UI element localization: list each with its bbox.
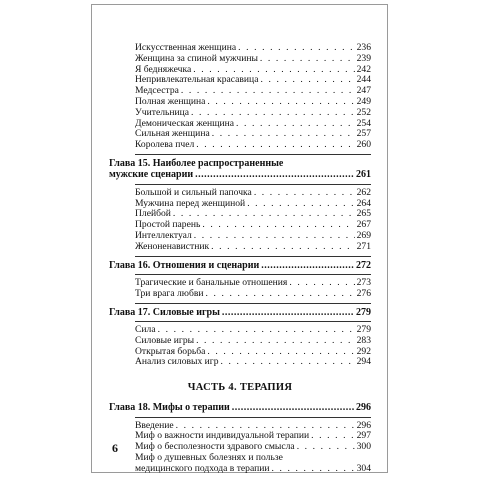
leader-dots (311, 431, 354, 442)
toc-chapter-16 (109, 260, 371, 271)
leader-dots (195, 169, 354, 180)
toc-entry-title: Полная женщина (135, 95, 206, 107)
toc-entry-page: 264 (356, 197, 371, 209)
leader-dots (254, 188, 355, 199)
toc-chapter-18 (109, 402, 371, 413)
leader-dots (289, 278, 354, 289)
toc-entry-title: Сила (135, 323, 156, 335)
chapter-title: Глава 16. Отношения и сценарии (109, 259, 260, 271)
toc-entry-title: Миф о бесполезности здравого смысла (135, 441, 295, 453)
toc-entry (109, 188, 371, 199)
leader-dots (173, 209, 355, 220)
leader-dots (260, 54, 355, 65)
toc-entry-title: Женщина за спиной мужчины (135, 52, 258, 64)
chapter-page: 296 (356, 402, 371, 414)
toc-entry-page: 297 (356, 430, 371, 442)
toc-group-1 (109, 43, 371, 151)
leader-dots (206, 289, 355, 300)
section-divider (135, 417, 371, 418)
toc-entry-page: 269 (356, 229, 371, 241)
toc-entry-title: Силовые игры (135, 334, 195, 346)
chapter-page: 279 (356, 306, 371, 318)
chapter-page: 261 (356, 169, 371, 181)
toc-entry-page: 300 (356, 441, 371, 453)
leader-dots (207, 347, 354, 358)
toc-entry-title: Введение (135, 419, 174, 431)
toc-entry-title: Большой и сильный папочка (135, 186, 252, 198)
toc-entry-page: 239 (356, 52, 371, 64)
leader-dots (297, 442, 355, 453)
toc-entry-title: Женоненавистник (135, 240, 210, 252)
toc-entry-page: 262 (356, 186, 371, 198)
toc-chapter-15 (109, 158, 371, 181)
leader-dots (232, 402, 354, 413)
leader-dots (202, 220, 354, 231)
toc-entry-title: Интеллектуал (135, 229, 192, 241)
leader-dots (221, 357, 355, 368)
toc-entry-title: Демоническая женщина (135, 117, 235, 129)
leader-dots (207, 97, 354, 108)
toc-entry (109, 242, 371, 253)
leader-dots (260, 75, 354, 86)
toc-entry (109, 464, 371, 475)
chapter-line (109, 307, 371, 318)
leader-dots (236, 119, 355, 130)
toc-entry-title: Искусственная женщина (135, 42, 237, 53)
toc-group-4 (109, 325, 371, 368)
leader-dots (271, 464, 354, 475)
leader-dots (212, 129, 355, 140)
leader-dots (247, 199, 354, 210)
page-number: 6 (112, 441, 118, 455)
toc-entry-page: 242 (356, 63, 371, 75)
toc-entry (109, 289, 371, 300)
toc-entry-title: Сильная женщина (135, 128, 210, 140)
toc-entry (109, 336, 371, 347)
toc-entry-title: Открытая борьба (135, 345, 206, 357)
toc-entry-page: 260 (356, 139, 371, 151)
chapter-title: Глава 17. Силовые игры (109, 306, 220, 318)
toc-entry-title: Я бедняжечка (135, 63, 192, 75)
toc-chapter-17 (109, 307, 371, 318)
toc-entry-title: Миф о важности индивидуальной терапии (135, 430, 310, 442)
toc-entry-title: Мужчина перед женщиной (135, 197, 246, 209)
toc-entry-page: 254 (356, 117, 371, 129)
toc-entry-page: 292 (356, 345, 371, 357)
toc-entry-page: 283 (356, 334, 371, 346)
chapter-page: 272 (356, 259, 371, 271)
chapter-title: мужские сценарии (109, 169, 194, 181)
toc-entry-page: 304 (356, 462, 371, 474)
toc-entry-page: 244 (356, 74, 371, 86)
toc-entry (109, 357, 371, 368)
leader-dots (261, 260, 354, 271)
toc-entry-page: 247 (356, 85, 371, 97)
toc-entry-page: 252 (356, 106, 371, 118)
toc-entry (109, 140, 371, 151)
table-of-contents (109, 43, 371, 475)
toc-entry-title: Королева пчел (135, 139, 195, 151)
section-divider (135, 184, 371, 185)
section-divider (135, 256, 371, 257)
chapter-line (109, 402, 371, 413)
toc-entry-title: Простой парень (135, 219, 201, 231)
chapter-title: Глава 18. Мифы о терапии (109, 402, 230, 414)
chapter-line (109, 260, 371, 271)
toc-entry-page: 296 (356, 419, 371, 431)
section-divider (135, 321, 371, 322)
leader-dots (196, 336, 355, 347)
part-heading: ЧАСТЬ 4. ТЕРАПИЯ (187, 382, 293, 394)
toc-group-5 (109, 421, 371, 475)
toc-entry-title: Трагические и банальные отношения (135, 276, 288, 288)
section-divider (135, 274, 371, 275)
toc-entry-title: Непривлекательная красавица (135, 74, 259, 86)
toc-entry-page: 276 (356, 287, 371, 299)
toc-entry-title: Плейбой (135, 208, 171, 220)
leader-dots (211, 242, 354, 253)
toc-entry-page: 249 (356, 95, 371, 107)
toc-entry-title: Анализ силовых игр (135, 356, 219, 368)
leader-dots (194, 231, 355, 242)
book-page (91, 4, 388, 473)
toc-entry-page: 279 (356, 323, 371, 335)
toc-entry (109, 54, 371, 65)
toc-entry-title: Медсестра (135, 85, 179, 97)
toc-entry-page: 294 (356, 356, 371, 368)
toc-group-2 (109, 188, 371, 253)
toc-entry-page: 267 (356, 219, 371, 231)
section-divider (135, 154, 371, 155)
toc-entry-page: 236 (356, 42, 371, 53)
toc-entry-page: 257 (356, 128, 371, 140)
leader-dots (181, 86, 355, 97)
leader-dots (222, 307, 354, 318)
section-divider (135, 303, 371, 304)
toc-entry-title: Три врага любви (135, 287, 204, 299)
toc-entry-page: 273 (356, 276, 371, 288)
chapter-title-line1: Глава 15. Наиболее распространенные (109, 157, 284, 169)
chapter-title-line2 (109, 169, 371, 180)
toc-entry (109, 108, 371, 119)
leader-dots (196, 140, 354, 151)
toc-entry-title: Миф о душевных болезнях и пользе (135, 451, 283, 463)
toc-entry-page: 265 (356, 208, 371, 220)
toc-entry-title: медицинского подхода в терапии (135, 462, 270, 474)
toc-entry-title: Учительница (135, 106, 190, 118)
toc-entry-page: 271 (356, 240, 371, 252)
leader-dots (191, 108, 355, 119)
toc-group-3 (109, 278, 371, 300)
